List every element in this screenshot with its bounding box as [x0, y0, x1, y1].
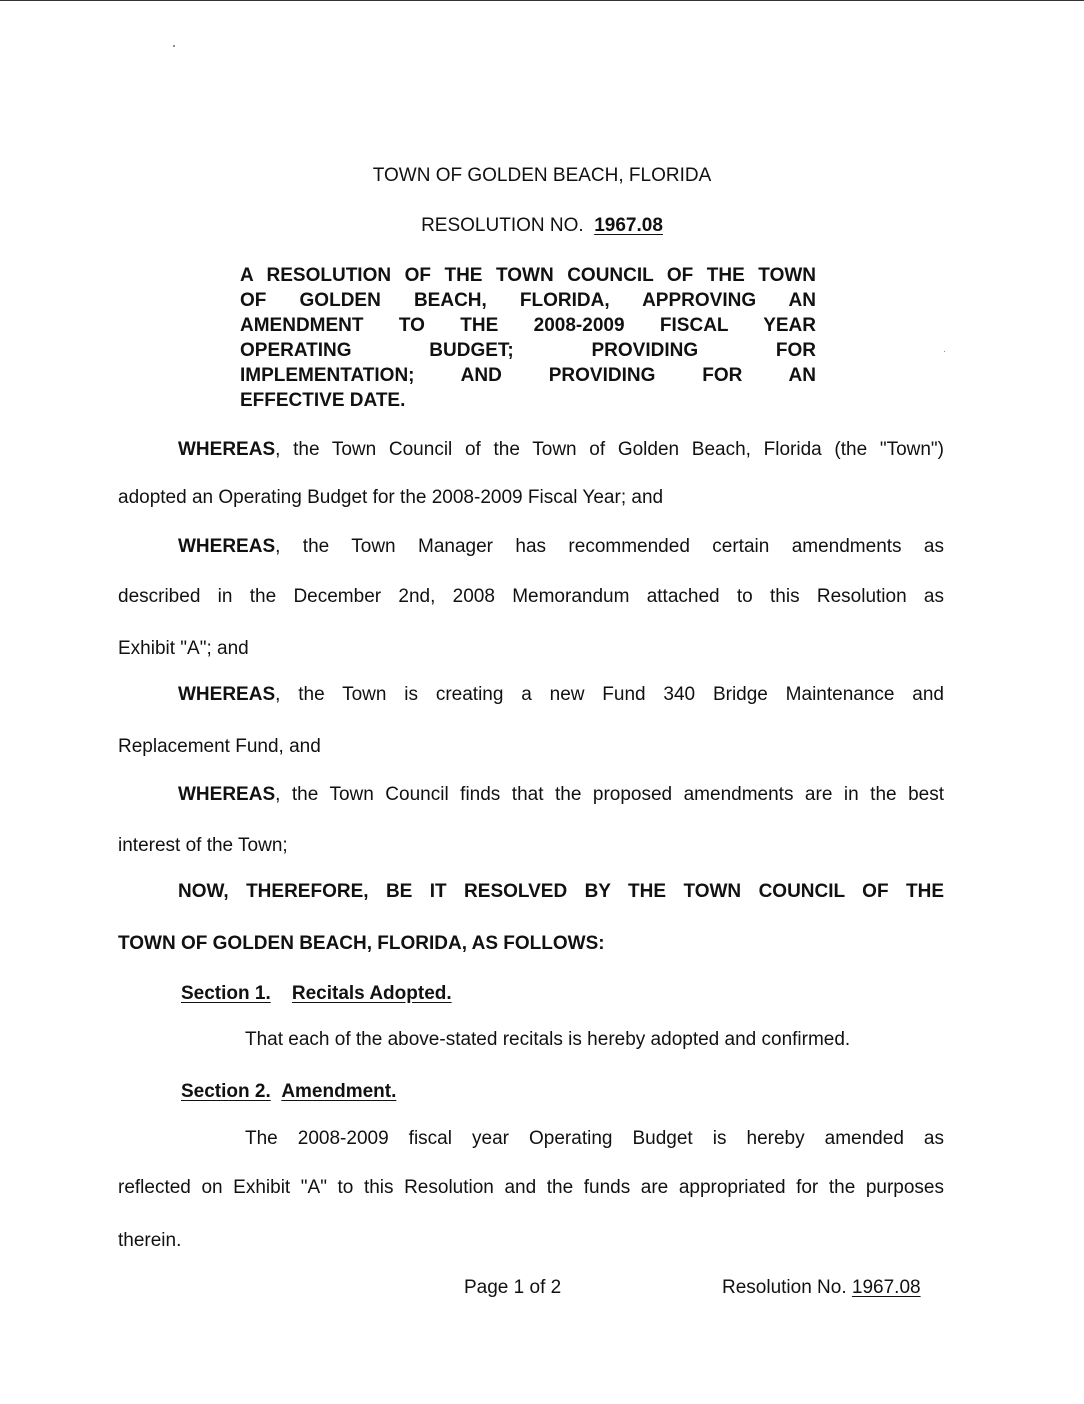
scan-speck [944, 351, 945, 352]
recital-2-line-1 [178, 536, 944, 558]
resolution-number: 1967.08 [594, 215, 663, 236]
section-text: The 2008-2009 fiscal year Operating Budget is hereby amended as [245, 1128, 944, 1149]
section-text: That each of the above-stated recitals is hereby adopted and confirmed. [245, 1029, 851, 1050]
whereas-keyword: WHEREAS [178, 684, 276, 705]
resolution-label: RESOLUTION NO. [421, 215, 584, 236]
recital-text: Exhibit "A"; and [118, 638, 249, 659]
recital-4-line-1 [178, 784, 944, 806]
section-2-line-1 [245, 1128, 944, 1150]
resolution-heading [0, 215, 1084, 237]
resolved-text: TOWN OF GOLDEN BEACH, FLORIDA, AS FOLLOWS: [118, 933, 605, 954]
recital-3-line-1 [178, 684, 944, 706]
section-text: reflected on Exhibit "A" to this Resolution and the funds are appropriated for the purposes [118, 1177, 944, 1198]
section-number: Section 2. [181, 1081, 271, 1102]
section-1-body [245, 1029, 850, 1051]
recital-text: described in the December 2nd, 2008 Memorandum attached to this Resolution as [118, 586, 944, 607]
section-number: Section 1. [181, 983, 271, 1004]
recital-text: Replacement Fund, and [118, 736, 321, 757]
section-2-line-2 [118, 1177, 944, 1199]
recital-2-line-2 [118, 586, 944, 608]
section-title: Amendment. [281, 1081, 397, 1102]
page-number [464, 1277, 561, 1299]
title-line: IMPLEMENTATION; AND PROVIDING FOR AN [240, 365, 816, 386]
page-number-text: Page 1 of 2 [464, 1277, 562, 1298]
resolved-clause-line-2 [118, 933, 605, 955]
recital-1-line-2 [118, 487, 663, 509]
recital-text: , the Town is creating a new Fund 340 Bridge Maintenance and [275, 684, 944, 705]
recital-text: adopted an Operating Budget for the 2008-2009 Fiscal Year; and [118, 487, 664, 508]
whereas-keyword: WHEREAS [178, 439, 276, 460]
town-name: TOWN OF GOLDEN BEACH, FLORIDA [372, 165, 712, 186]
section-1-heading [181, 983, 452, 1005]
title-line: EFFECTIVE DATE. [240, 390, 406, 411]
footer-resolution-number: 1967.08 [851, 1277, 921, 1298]
title-line: AMENDMENT TO THE 2008-2009 FISCAL YEAR [240, 315, 816, 336]
footer-resolution [722, 1277, 921, 1299]
recital-text: , the Town Council finds that the proposed amendments are in the best [275, 784, 944, 805]
recital-text: , the Town Manager has recommended certain amendments as [275, 536, 944, 557]
whereas-keyword: WHEREAS [178, 784, 276, 805]
section-text: therein. [118, 1230, 182, 1251]
whereas-keyword: WHEREAS [178, 536, 276, 557]
title-line: A RESOLUTION OF THE TOWN COUNCIL OF THE TOWN [240, 265, 816, 286]
section-2-line-3 [118, 1230, 181, 1252]
town-heading [0, 165, 1084, 187]
resolved-clause-line-1 [178, 881, 944, 903]
section-title: Recitals Adopted. [291, 983, 452, 1004]
resolution-title [240, 263, 816, 413]
footer-resolution-label: Resolution No. [722, 1277, 847, 1298]
recital-text: interest of the Town; [118, 835, 288, 856]
title-line: OPERATING BUDGET; PROVIDING FOR [240, 340, 816, 361]
recital-3-line-2 [118, 736, 321, 758]
recital-2-line-3 [118, 638, 249, 660]
recital-text: , the Town Council of the Town of Golden Beach, Florida (the "Town") [275, 439, 944, 460]
recital-4-line-2 [118, 835, 288, 857]
scan-speck [173, 45, 175, 47]
title-line: OF GOLDEN BEACH, FLORIDA, APPROVING AN [240, 290, 816, 311]
recital-1-line-1 [178, 439, 944, 461]
section-2-heading [181, 1081, 396, 1103]
resolved-text: NOW, THEREFORE, BE IT RESOLVED BY THE TOWN COUNCIL OF THE [178, 881, 944, 902]
